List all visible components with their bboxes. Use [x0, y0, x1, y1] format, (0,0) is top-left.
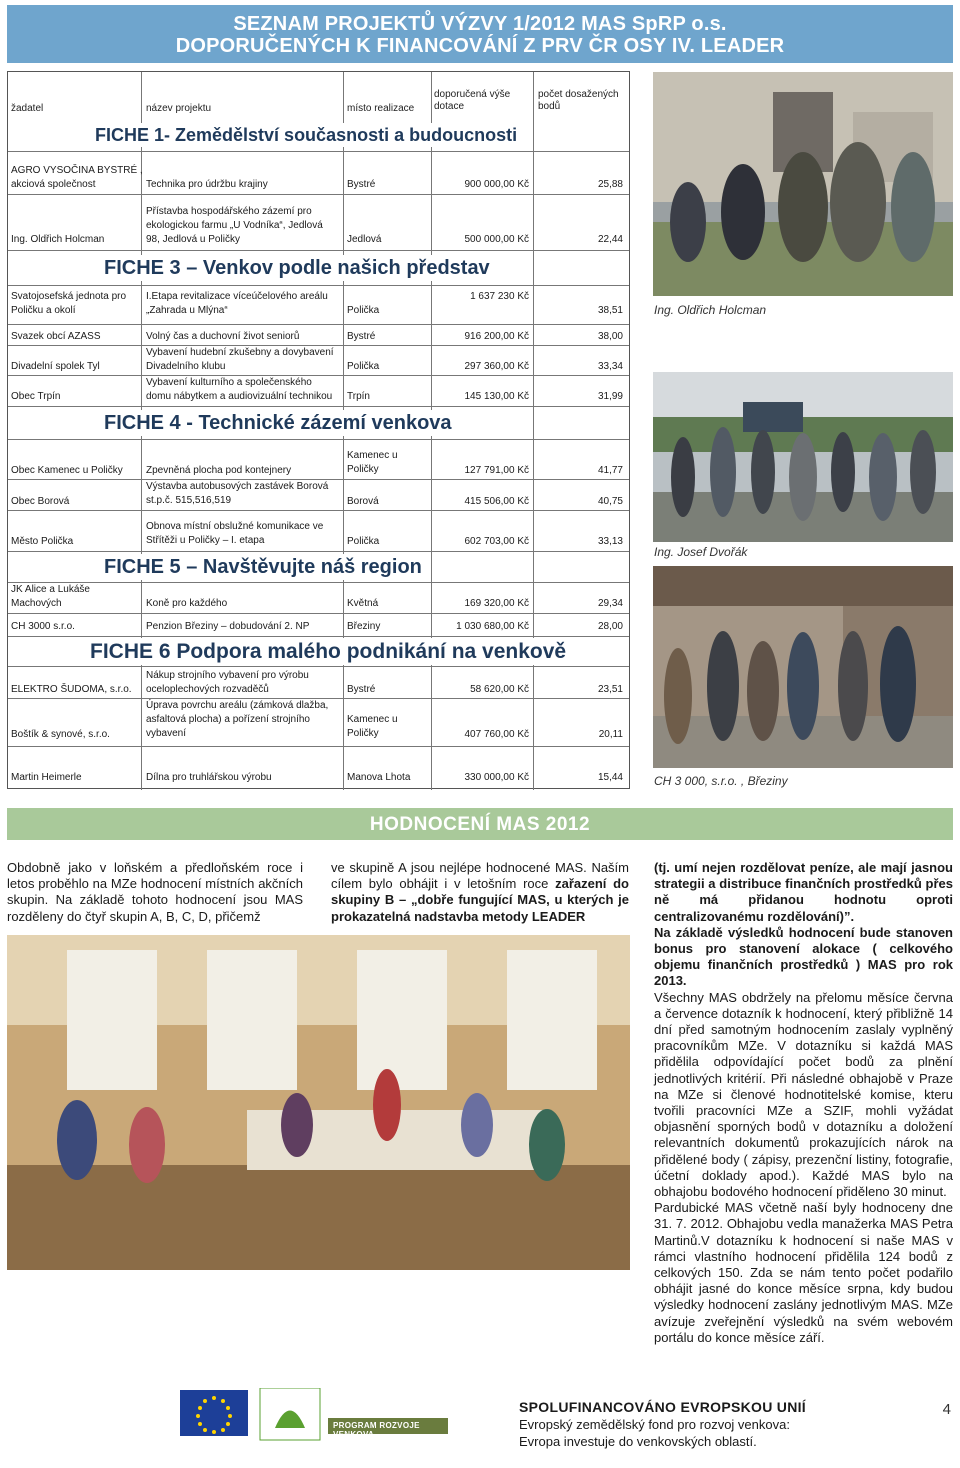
cell-dotace: 297 360,00 Kč	[464, 361, 529, 372]
cell-zadatel: AGRO VYSOČINA BYSTRÉ , akciová společnost	[11, 165, 143, 190]
col-header-body: počet dosažených bodů	[538, 89, 619, 112]
footer-text: SPOLUFINANCOVÁNO EVROPSKOU UNIÍ Evropský zemědělský fond pro rozvoj venkova: Evropa investuje do venkovských oblastí.	[519, 1399, 806, 1449]
cell-misto: Borová	[347, 496, 379, 507]
cell-body: 33,13	[597, 536, 623, 547]
page-title	[7, 13, 953, 57]
cell-zadatel: ELEKTRO ŠUDOMA, s.r.o.	[11, 684, 132, 695]
cell-dotace: 602 703,00 Kč	[464, 536, 529, 547]
cell-nazev: I.Etapa revitalizace víceúčelového areálu „Zahrada u Mlýna“	[146, 291, 328, 316]
cell-body: 40,75	[597, 496, 623, 507]
cell-nazev: Volný čas a duchovní život seniorů	[146, 331, 300, 342]
page-number: 4	[942, 1401, 951, 1418]
title-line-1: SEZNAM PROJEKTŮ VÝZVY 1/2012 MAS SpRP o.s.	[233, 13, 727, 35]
cell-body: 38,00	[597, 331, 623, 342]
row-divider	[8, 151, 629, 152]
cell-nazev: Dílna pro truhlářskou výrobu	[146, 772, 272, 783]
cell-misto: Bystré	[347, 684, 376, 695]
cell-dotace: 145 130,00 Kč	[464, 391, 529, 402]
col-header-zadatel: žadatel	[11, 103, 44, 114]
cell-dotace: 415 506,00 Kč	[464, 496, 529, 507]
row-divider	[8, 194, 629, 195]
cell-body: 15,44	[597, 772, 623, 783]
cell-misto: Květná	[347, 598, 379, 609]
cell-zadatel: Obec Kamenec u Poličky	[11, 465, 123, 476]
photo-dvorak	[653, 372, 953, 542]
fiche-3-heading: FICHE 3 – Venkov podle našich představ	[101, 255, 493, 281]
cell-body: 20,11	[598, 729, 623, 740]
fiche-6-heading: FICHE 6 Podpora malého podnikání na venkově	[87, 638, 569, 665]
cell-misto: Polička	[347, 305, 380, 316]
fiche-4-heading: FICHE 4 - Technické zázemí venkova	[101, 410, 455, 436]
cell-dotace: 1 030 680,00 Kč	[456, 621, 529, 632]
cell-nazev: Zpevněná plocha pod kontejnery	[146, 465, 292, 476]
cell-body: 38,51	[597, 305, 623, 316]
cell-zadatel: Boštík & synové, s.r.o.	[11, 729, 110, 740]
cell-body: 41,77	[597, 465, 623, 476]
footer-logos	[150, 1388, 450, 1448]
cell-nazev: Úprava povrchu areálu (zámková dlažba, asfaltová plocha) a pořízení strojního vybavení	[146, 700, 329, 739]
cell-dotace: 169 320,00 Kč	[464, 598, 529, 609]
cell-misto: Kamenec u Poličky	[347, 714, 398, 739]
cell-dotace: 500 000,00 Kč	[464, 234, 529, 245]
cell-zadatel: Obec Borová	[11, 496, 70, 507]
caption-breziny: CH 3 000, s.r.o. , Březiny	[654, 774, 788, 788]
cell-zadatel: Divadelní spolek Tyl	[11, 361, 100, 372]
cell-zadatel: CH 3000 s.r.o.	[11, 621, 75, 632]
cell-zadatel: Martin Heimerle	[11, 772, 82, 783]
cell-dotace: 407 760,00 Kč	[464, 729, 529, 740]
col-divider	[533, 72, 534, 790]
cell-misto: Polička	[347, 536, 380, 547]
cell-dotace: 58 620,00 Kč	[470, 684, 529, 695]
col-header-nazev: název projektu	[146, 103, 212, 114]
cell-nazev: Přístavba hospodářského zázemí pro ekologickou farmu „U Vodníka“, Jedlová 98, Jedlová u Poličky	[146, 206, 323, 245]
hodnoceni-title: HODNOCENÍ MAS 2012	[369, 814, 591, 835]
fiche-1-heading: FICHE 1- Zemědělství současnosti a budoucnosti	[92, 123, 520, 147]
cell-misto: Březiny	[347, 621, 381, 632]
col-header-misto: místo realizace	[347, 103, 415, 114]
cell-misto: Polička	[347, 361, 380, 372]
cell-body: 22,44	[597, 234, 623, 245]
row-divider	[8, 613, 629, 614]
cell-nazev: Technika pro údržbu krajiny	[146, 179, 268, 190]
cell-zadatel: Ing. Oldřich Holcman	[11, 234, 105, 245]
fiche-5-heading: FICHE 5 – Navštěvujte náš region	[101, 554, 425, 580]
cell-nazev: Koně pro každého	[146, 598, 228, 609]
hodnoceni-band	[7, 808, 953, 840]
cell-nazev: Vybavení kulturního a společenského domu nábytkem a audiovizuální technikou	[146, 377, 333, 402]
cell-nazev: Výstavba autobusových zastávek Borová st.p.č. 515,516,519	[146, 481, 329, 506]
cell-nazev: Obnova místní obslužné komunikace ve Střítěži u Poličky – I. etapa	[146, 521, 324, 546]
row-divider	[8, 510, 629, 511]
hodnoceni-col-3: (tj. umí nejen rozdělovat peníze, ale mají jasnou strategii a distribuce finančních prostředků přes ně má přidanou hodnotu oproti centralizovanému rozdělování)”. Na základě výsledků hodnocení bude stanoven bonus pro stanovení alokace ( celkového objemu finančních prostředků ) MAS pro rok 2013. Všechny MAS obdržely na přelomu měsíce června a července dotazník k hodnocení, který přibližně 14 dní před samotným hodnocením zaslaly vyplněný pracovníkům MZe. V dotazníku si každá MAS přidělila odpovídající počet bodů za plnění jednotlivých kritérií. Při následné obhajobě v Praze na MZe si členové hodnotitelské komise, kteru tvořili pracovníci MZe a SZIF, mohli vyžádat objasnění sporných bodů v dotazníku a doložení relevantních dokumentů prokazujících nárok na přidělené body ( zápisy, prezenční listiny, fotografie, účetní doklady apod.). Každé MAS bylo na obhajobu bodového hodnocení přiděleno 30 minut. Pardubické MAS včetně naší byly hodnoceny dne 31. 7. 2012. Obhajobu vedla manažerka MAS Petra Martinů.V dotazníku k hodnocení si naše MAS v rámci vlastního hodnocení přidělila 124 bodů z celkových 150. Zda se nám tento počet podařilo obhájit jasné do konce měsíce srpna, kdy budou výsledky hodnocení zaslány jednotlivým MAS. MZe avízuje zveřejnění výsledků na svém webovém portálu do konce měsíce září.	[654, 860, 953, 1345]
row-divider	[8, 285, 629, 286]
row-divider	[8, 636, 629, 637]
cell-dotace: 916 200,00 Kč	[464, 331, 529, 342]
cell-body: 23,51	[597, 684, 623, 695]
cell-nazev: Nákup strojního vybavení pro výrobu oceloplechových rozvaděčů	[146, 670, 309, 695]
hodnoceni-col-1: Obdobně jako v loňském a předloňském roce i letos proběhlo na MZe hodnocení místních akčních skupin. Na základě tohoto hodnocení jsou MAS rozděleny do čtyř skupin A, B, C, D, přičemž	[7, 860, 303, 924]
header-band	[7, 5, 953, 63]
cell-misto: Bystré	[347, 179, 376, 190]
photo-holcman	[653, 72, 953, 296]
col-header-dotace: doporučená výše dotace	[434, 89, 511, 112]
row-divider	[8, 746, 629, 747]
row-divider	[8, 551, 629, 552]
cell-dotace: 1 637 230 Kč	[470, 291, 529, 302]
row-divider	[8, 250, 629, 251]
cell-zadatel: Svazek obcí AZASS	[11, 331, 101, 342]
row-divider	[8, 324, 629, 325]
cell-body: 31,99	[597, 391, 623, 402]
cell-nazev: Vybavení hudební zkušebny a dovybavení Divadelního klubu	[146, 347, 334, 372]
cell-misto: Kamenec u Poličky	[347, 450, 398, 475]
row-divider	[8, 439, 629, 440]
cell-body: 28,00	[597, 621, 623, 632]
row-divider	[8, 666, 629, 667]
caption-holcman: Ing. Oldřich Holcman	[654, 303, 767, 317]
cell-zadatel: Svatojosefská jednota pro Poličku a okolí	[11, 291, 127, 316]
cell-body: 33,34	[597, 361, 623, 372]
cell-misto: Trpín	[347, 391, 370, 402]
cell-dotace: 900 000,00 Kč	[464, 179, 529, 190]
cell-nazev: Penzion Březiny – dobudování 2. NP	[146, 621, 310, 632]
photo-breziny	[653, 566, 953, 768]
photo-meeting	[7, 935, 630, 1270]
projects-table	[7, 71, 630, 789]
cell-dotace: 127 791,00 Kč	[464, 465, 529, 476]
cell-misto: Bystré	[347, 331, 376, 342]
caption-dvorak: Ing. Josef Dvořák	[654, 545, 748, 559]
cell-dotace: 330 000,00 Kč	[464, 772, 529, 783]
hodnoceni-col-2: ve skupině A jsou nejlépe hodnocené MAS. Naším cílem bylo obhájit i v letošním roce zařazení do skupiny B – „dobře fungující MAS, u kterých je prokazatelná nadstavba metody LEADER	[331, 860, 630, 924]
logo-program-text: PROGRAM ROZVOJE VENKOVA	[333, 1421, 420, 1439]
cell-body: 29,34	[597, 598, 623, 609]
cell-misto: Manova Lhota	[347, 772, 411, 783]
cell-body: 25,88	[597, 179, 623, 190]
cell-zadatel: JK Alice a Lukáše Machových	[11, 584, 90, 609]
cell-misto: Jedlová	[347, 234, 382, 245]
row-divider	[8, 582, 629, 583]
row-divider	[8, 406, 629, 407]
title-line-2: DOPORUČENÝCH K FINANCOVÁNÍ Z PRV ČR OSY IV. LEADER	[175, 35, 785, 57]
cell-zadatel: Město Polička	[11, 536, 74, 547]
cell-zadatel: Obec Trpín	[11, 391, 61, 402]
